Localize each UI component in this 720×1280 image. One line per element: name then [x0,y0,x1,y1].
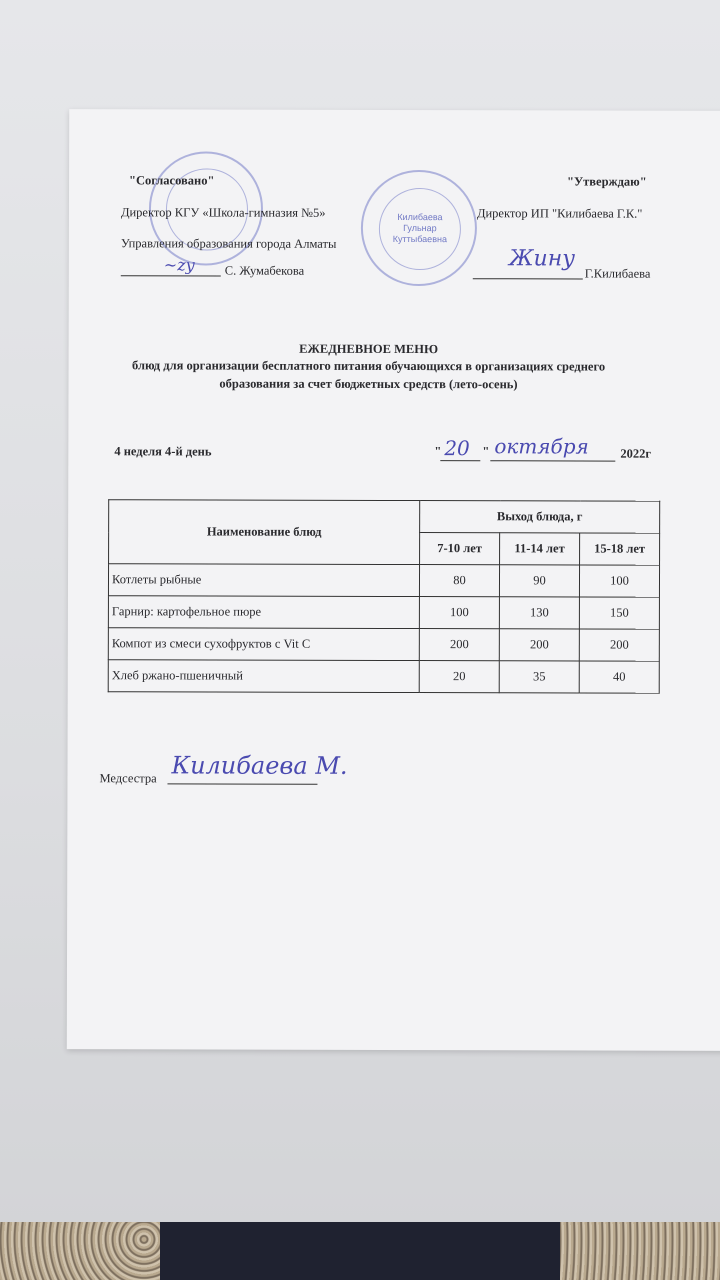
dish-value: 150 [579,597,659,629]
stamp-text: Килибаева [397,212,443,223]
date-month-line [490,460,615,461]
document-subtitle: блюд для организации бесплатного питания обучающихся в организациях среднего [132,358,606,374]
official-seal-right [361,170,477,286]
dish-value: 130 [499,597,579,629]
menu-table [108,499,661,693]
signature-line [121,275,221,276]
approval-right-heading: "Утверждаю" [567,174,647,189]
approval-right-signer: Г.Килибаева [584,266,651,281]
dish-value: 200 [419,629,499,661]
dish-value: 20 [419,661,499,693]
stamp-text: Гульнар [403,223,437,234]
stamp-text: Куттыбаевна [392,234,447,245]
signature-right: Жину [508,246,576,272]
date-quote: " [434,444,442,459]
header-age-group: 11-14 лет [500,533,580,565]
table-row [108,628,659,661]
approval-left-heading: "Согласовано" [129,173,215,188]
date-day: 20 [444,436,470,461]
header-age-group: 7-10 лет [420,533,500,565]
dish-value: 90 [499,565,579,597]
table-row [108,660,659,693]
dish-name: Гарнир: картофельное пюре [108,596,419,629]
header-dish-name: Наименование блюд [109,500,420,565]
nurse-signature: Килибаева М. [171,751,348,780]
dish-value: 100 [579,565,659,597]
document-title: ЕЖЕДНЕВНОЕ МЕНЮ [299,341,439,357]
floor-background [0,1222,720,1280]
signature-line [473,278,583,279]
date-day-line [440,460,480,461]
dish-value: 40 [579,661,659,693]
document-subtitle: образования за счет бюджетных средств (лето-осень) [219,376,518,392]
signature-line [167,783,317,784]
dish-value: 200 [579,629,659,661]
dish-value: 80 [419,565,499,597]
approval-left-line2: Управления образования города Алматы [120,236,337,251]
dish-name: Хлеб ржано-пшеничный [108,660,419,693]
date-quote: " [482,444,490,459]
dish-name: Котлеты рыбные [108,564,419,597]
date-year: 2022г [620,446,652,461]
header-output: Выход блюда, г [420,501,660,534]
table-row [108,564,659,597]
document-page [67,109,720,1051]
table-row [108,596,659,629]
approval-left-signer: С. Жумабекова [224,263,305,278]
date-month: октября [494,434,589,459]
dish-value: 100 [419,597,499,629]
dish-value: 200 [499,629,579,661]
header-age-group: 15-18 лет [580,533,660,565]
dish-value: 35 [499,661,579,693]
signature-left: ~zy [163,255,195,275]
dish-name: Компот из смеси сухофруктов с Vit C [108,628,419,661]
nurse-label: Медсестра [99,771,157,786]
approval-right-line1: Директор ИП "Килибаева Г.К." [476,206,643,221]
approval-left-line1: Директор КГУ «Школа-гимназия №5» [120,205,326,220]
week-day: 4 неделя 4-й день [114,444,212,459]
